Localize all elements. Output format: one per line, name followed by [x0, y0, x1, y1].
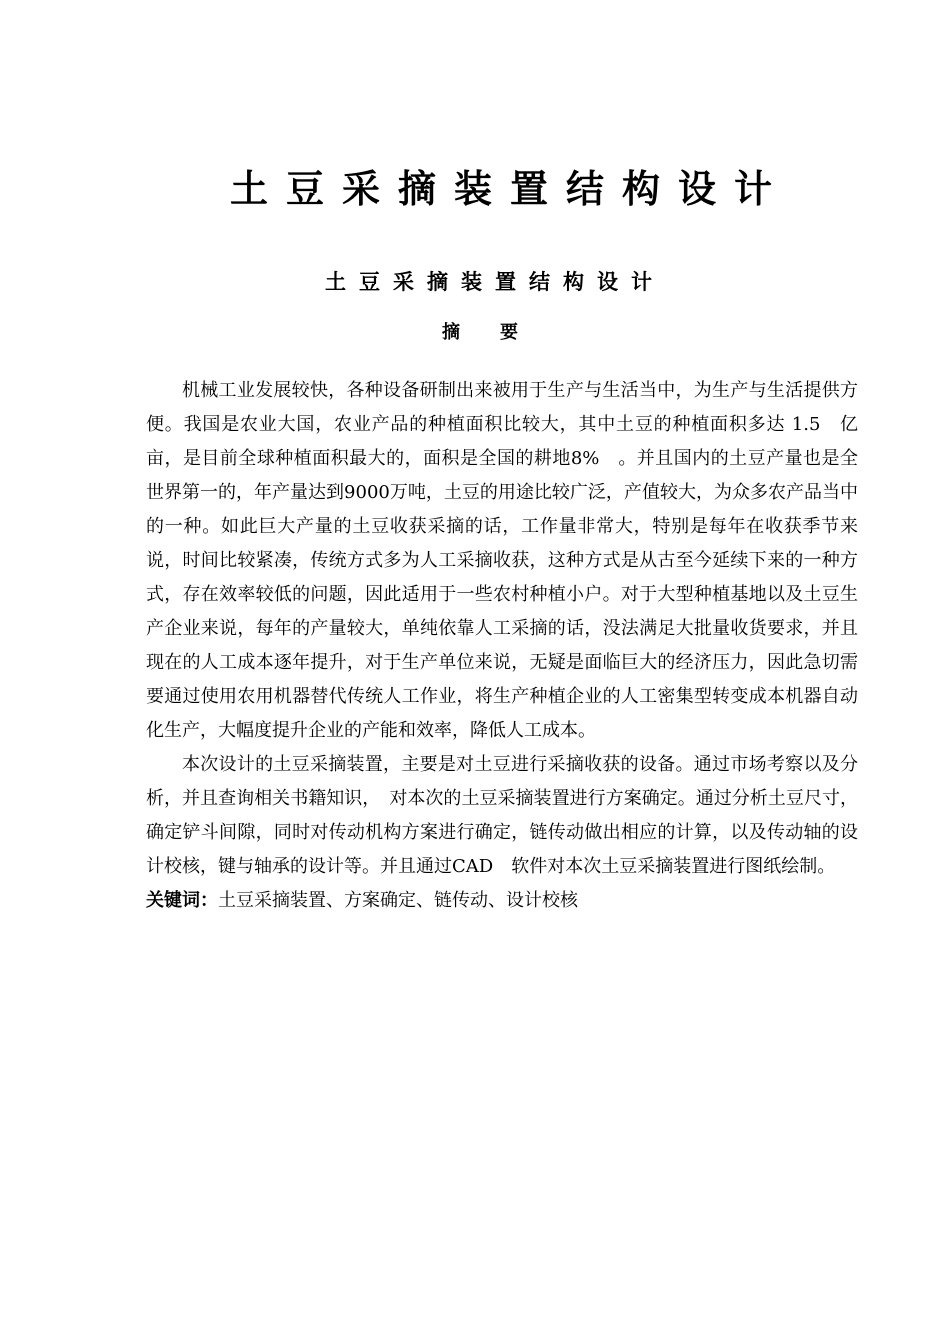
document-subtitle: 土豆采摘装置结构设计 [325, 270, 665, 294]
abstract-paragraph-2: 本次设计的土豆采摘装置，主要是对土豆进行采摘收获的设备。通过市场考察以及分析，并且查询相关书籍知识， 对本次的土豆采摘装置进行方案确定。通过分析土豆尺寸，确定铲斗间隙，同时对传动机构方案进行确定，链传动做出相应的计算，以及传动轴的设计校核，键与轴承的设计等。并且通过CAD 软件对本次土豆采摘装置进行图纸绘制。 [146, 754, 858, 877]
abstract-body [146, 374, 858, 918]
abstract-paragraph-1: 机械工业发展较快，各种设备研制出来被用于生产与生活当中，为生产与生活提供方便。我国是农业大国，农业产品的种植面积比较大，其中土豆的种植面积多达 1.5 亿亩，是目前全球种植面积最大的，面积是全国的耕地8% 。并且国内的土豆产量也是全世界第一的，年产量达到9000万吨，土豆的用途比较广泛，产值较大，为众多农产品当中的一种。如此巨大产量的土豆收获采摘的话，工作量非常大，特别是每年在收获季节来说，时间比较紧凑，传统方式多为人工采摘收获，这种方式是从古至今延续下来的一种方式，存在效率较低的问题，因此适用于一些农村种植小户。对于大型种植基地以及土豆生产企业来说，每年的产量较大，单纯依靠人工采摘的话，没法满足大批量收货要求，并且现在的人工成本逐年提升，对于生产单位来说，无疑是面临巨大的经济压力，因此急切需要通过使用农用机器替代传统人工作业，将生产种植企业的人工密集型转变成本机器自动化生产，大幅度提升企业的产能和效率，降低人工成本。 [146, 380, 858, 741]
document-title: 土豆采摘装置结构设计 [229, 167, 790, 211]
keywords-line [146, 884, 858, 918]
abstract-heading: 摘要 [442, 322, 558, 343]
keywords-label: 关键词： [146, 890, 218, 911]
keywords-text: 土豆采摘装置、方案确定、链传动、设计校核 [218, 890, 578, 911]
